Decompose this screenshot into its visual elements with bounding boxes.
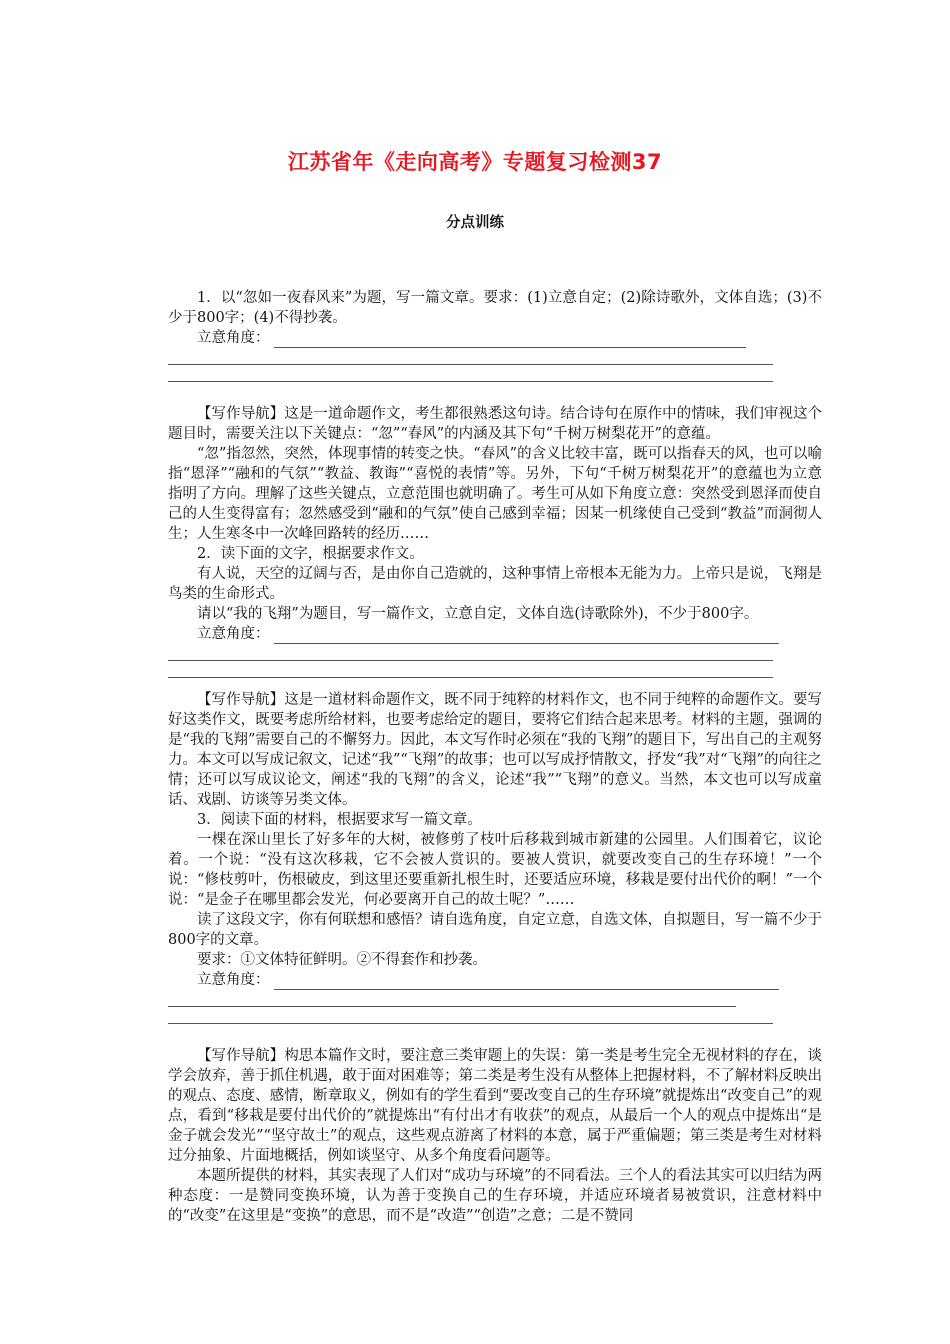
question-3-writing-guide-detail: 本题所提供的材料，其实表现了人们对“成功与环境”的不同看法。三个人的看法其实可以归结为两种态度：一是赞同变换环境，认为善于变换自己的生存环境，并适应环境者易被赏识，注意材料中的“改变”在这里是“变换”的意思，而不是“改造”“创造”之意；二是不赞同	[168, 1168, 822, 1224]
blank-answer-line[interactable]	[168, 348, 773, 365]
question-3-prompt: 3．阅读下面的材料，根据要求写一篇文章。	[197, 812, 482, 828]
answer-underline[interactable]	[274, 628, 779, 644]
answer-label: 立意角度：	[197, 330, 270, 346]
question-1-writing-guide: 【写作导航】这是一道命题作文，考生都很熟悉这句诗。结合诗句在原作中的情味，我们审视这个题目时，需要关注以下关键点：“忽”“春风”的内涵及其下句“千树万树梨花开”的意蕴。	[168, 406, 822, 442]
answer-underline[interactable]	[274, 332, 746, 348]
question-3-material: 一棵在深山里长了好多年的大树，被修剪了枝叶后移栽到城市新建的公园里。人们围着它，议论着。一个说：“没有这次移栽，它不会被人赏识的。要被人赏识，就要改变自己的生存环境！”一个说：“修枝剪叶，伤根破皮，到这里还要重新扎根生时，还要适应环境，移栽是要付出代价的啊！”一个说：“是金子在哪里都会发光，何必要离开自己的故土呢？”……	[168, 832, 822, 908]
question-3-writing-guide: 【写作导航】构思本篇作文时，要注意三类审题上的失误：第一类是考生完全无视材料的存在，谈学会放弃，善于抓住机遇，敢于面对困难等；第二类是考生没有从整体上把握材料，不了解材料反映出的观点、态度、感情，断章取义，例如有的学生看到“要改变自己的生存环境”就提炼出“改变自己”的观点，看到“移栽是要付出代价的”就提炼出“有付出才有收获”的观点，从最后一个人的观点中提炼出“是金子就会发光”“坚守故土”的观点，这些观点游离了材料的本意，属于严重偏题；第三类是考生对材料过分抽象、片面地概括，例如谈坚守、从多个角度看问题等。	[168, 1048, 822, 1164]
page-title: 江苏省年《走向高考》专题复习检测37	[287, 150, 663, 174]
blank-answer-line[interactable]	[168, 990, 736, 1007]
blank-answer-line[interactable]	[168, 365, 773, 382]
question-1-answer-line[interactable]	[168, 328, 822, 348]
blank-answer-line[interactable]	[168, 661, 773, 678]
question-3-task: 读了这段文字，你有何联想和感悟？请自选角度，自定立意，自选文体，自拟题目，写一篇不少于800字的文章。	[168, 912, 822, 948]
answer-underline[interactable]	[274, 974, 779, 990]
question-3-requirement: 要求：①文体特征鲜明。②不得套作和抄袭。	[197, 952, 487, 968]
question-2-requirement: 请以“我的飞翔”为题目，写一篇作文，立意自定，文体自选(诗歌除外)，不少于800字。	[197, 606, 759, 622]
answer-label: 立意角度：	[197, 626, 270, 642]
answer-label: 立意角度：	[197, 972, 270, 988]
question-2-writing-guide: 【写作导航】这是一道材料命题作文，既不同于纯粹的材料作文，也不同于纯粹的命题作文。要写好这类作文，既要考虑所给材料，也要考虑给定的题目，要将它们结合起来思考。材料的主题，强调的是“我的飞翔”需要自己的不懈努力。因此，本文写作时必须在“我的飞翔”的题目下，写出自己的主观努力。本文可以写成记叙文，记述“我”“飞翔”的故事；也可以写成抒情散文，抒发“我”对“飞翔”的向往之情；还可以写成议论文，阐述“我的飞翔”的含义，论述“我”“飞翔”的意义。当然，本文也可以写成童话、戏剧、访谈等另类文体。	[168, 692, 822, 808]
document-body	[168, 288, 822, 1226]
question-1-writing-guide-detail: “忽”指忽然，突然，体现事情的转变之快。“春风”的含义比较丰富，既可以指春天的风，也可以喻指“恩泽”“融和的气氛”“教益、教诲”“喜悦的表情”等。另外，下句“千树万树梨花开”的意蕴也为立意指明了方向。理解了这些关键点，立意范围也就明确了。考生可从如下角度立意：突然受到恩泽而使自己的人生变得富有；忽然感受到“融和的气氛”使自己感到幸福；因某一机缘使自己受到“教益”而洞彻人生；人生寒冬中一次峰回路转的经历……	[168, 446, 822, 542]
blank-answer-line[interactable]	[168, 644, 773, 661]
question-2-answer-line[interactable]	[168, 624, 822, 644]
blank-answer-line[interactable]	[168, 1007, 773, 1024]
question-3-answer-line[interactable]	[168, 970, 822, 990]
question-1-prompt: 1．以“忽如一夜春风来”为题，写一篇文章。要求：(1)立意自定；(2)除诗歌外，文体自选；(3)不少于800字；(4)不得抄袭。	[168, 290, 822, 326]
question-2-material: 有人说，天空的辽阔与否，是由你自己造就的，这种事情上帝根本无能为力。上帝只是说，飞翔是鸟类的生命形式。	[168, 566, 822, 602]
section-subtitle: 分点训练	[446, 215, 504, 231]
question-2-prompt: 2．读下面的文字，根据要求作文。	[197, 546, 424, 562]
